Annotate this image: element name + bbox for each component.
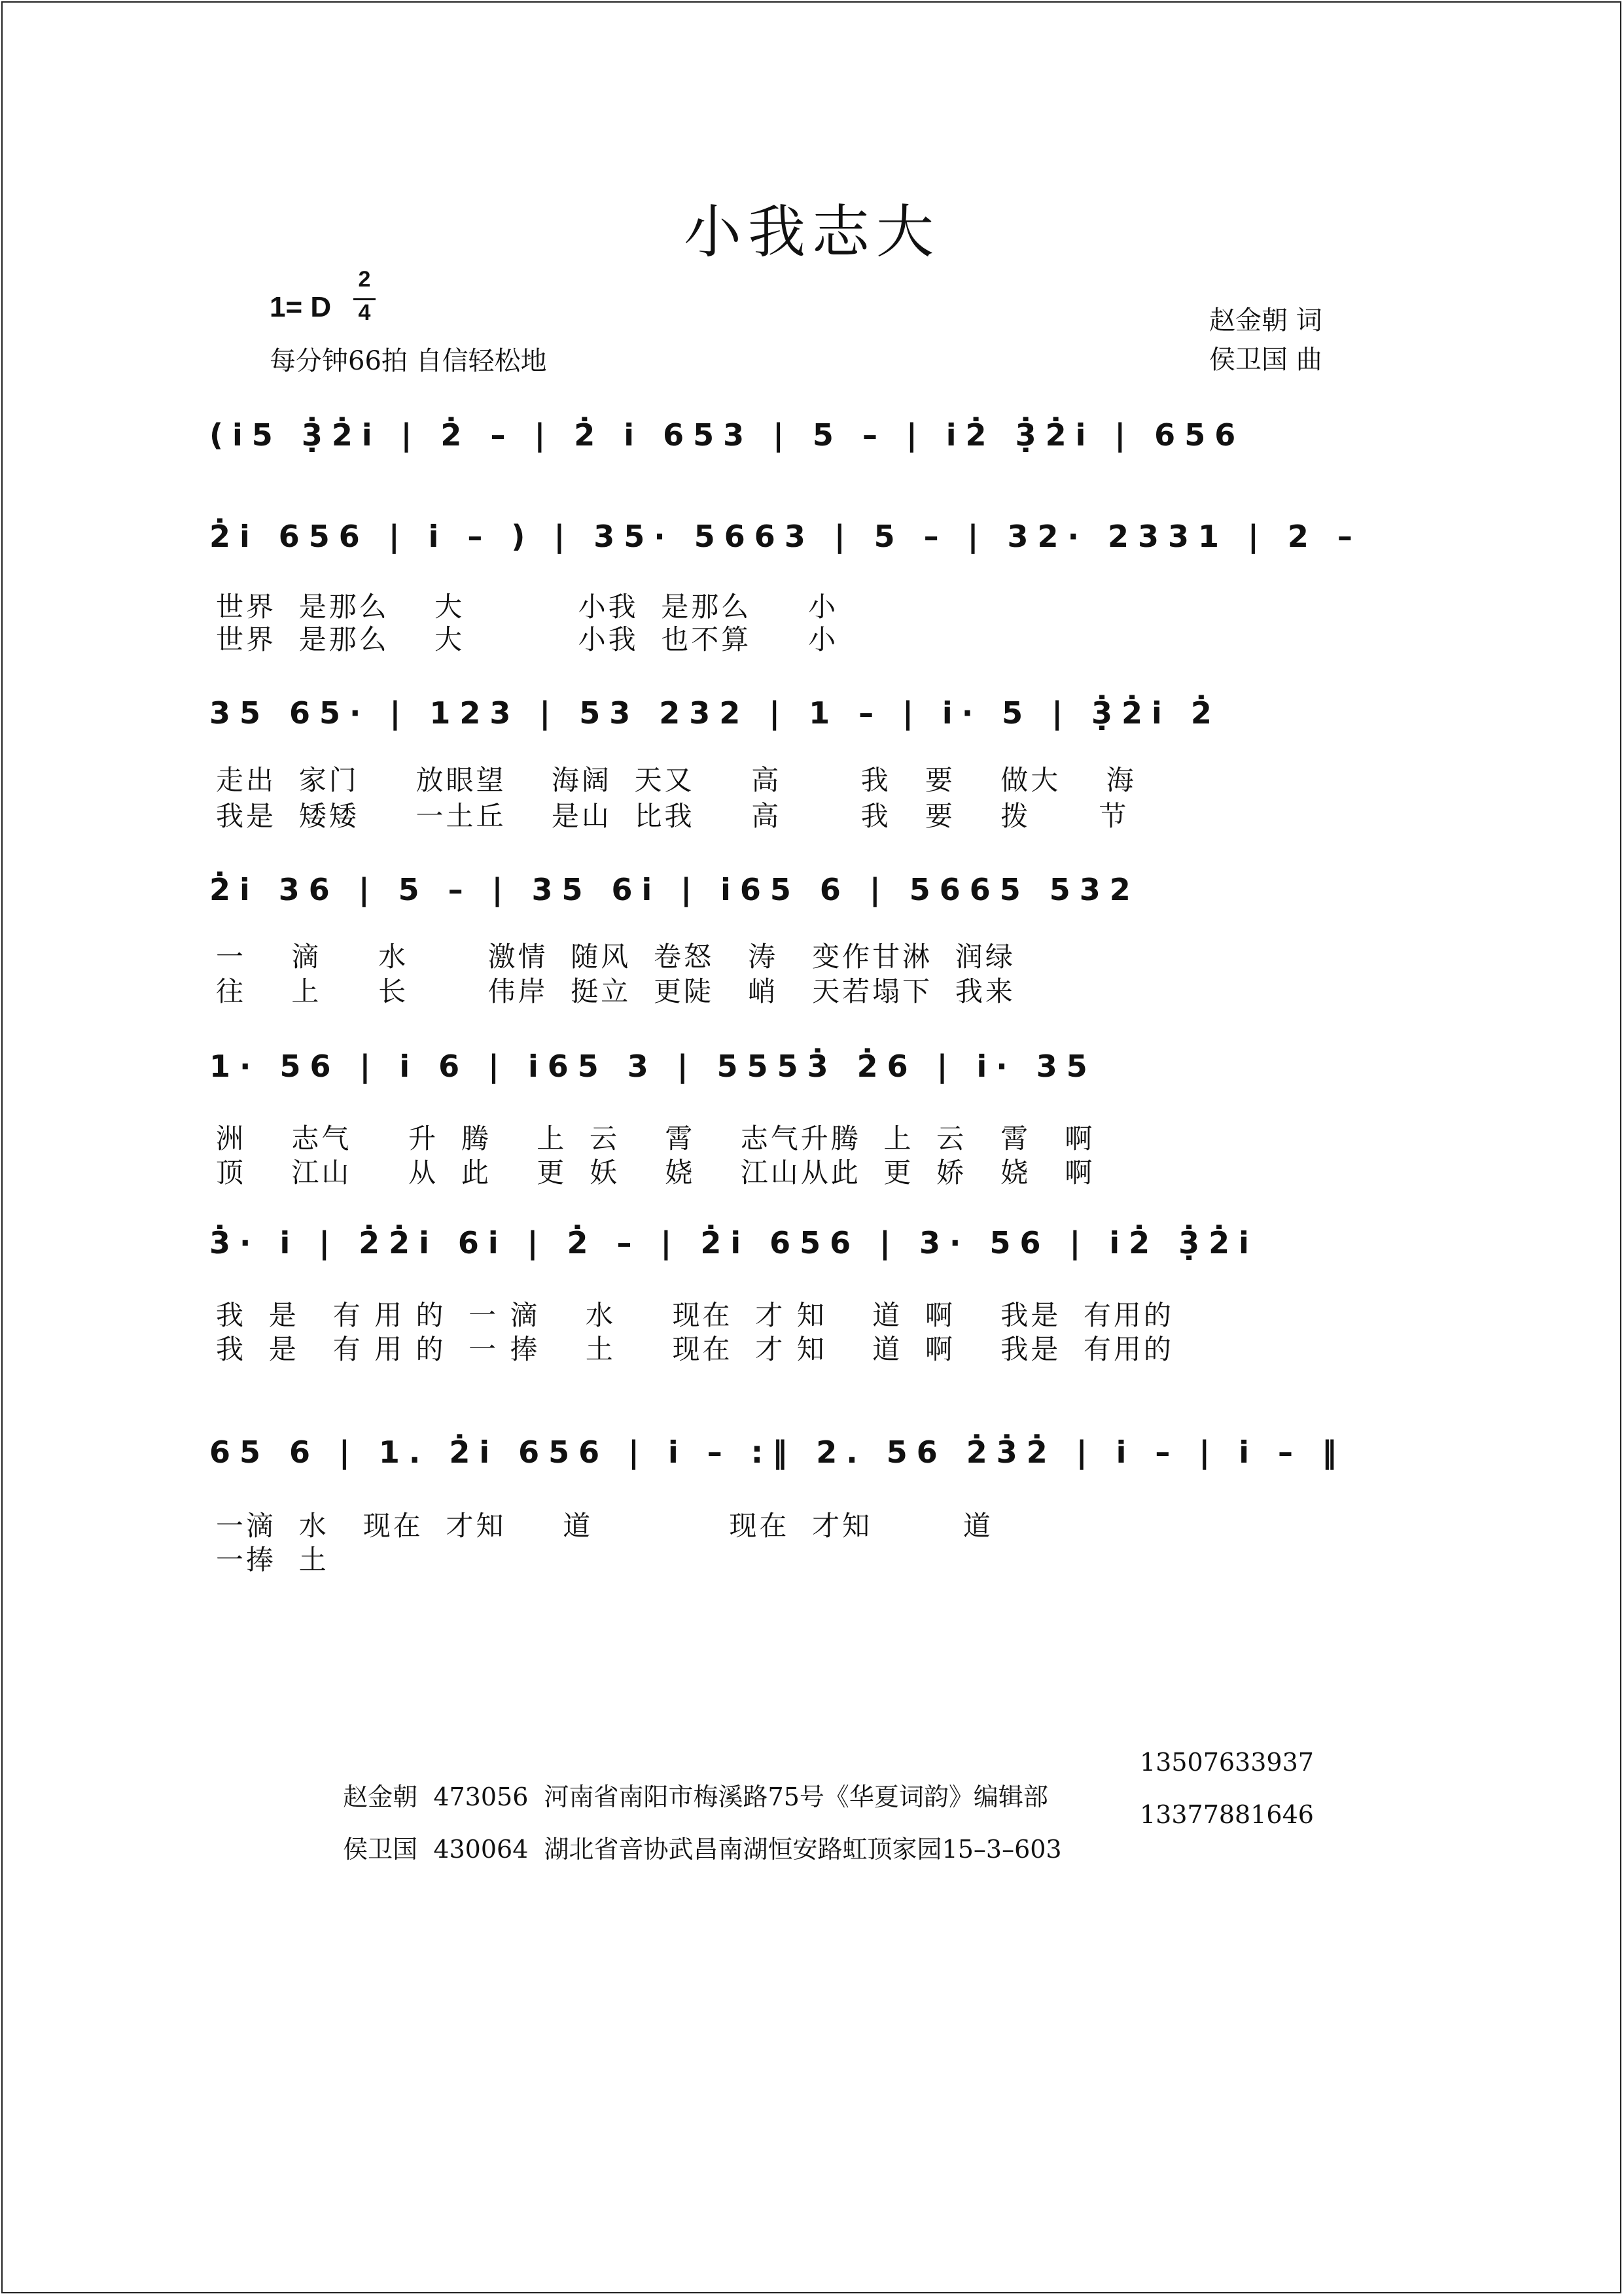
lyrics-verse-2: 世界 是那么 大 小我 也不算 小	[216, 623, 839, 655]
lyrics-verse-1: 我 是 有 用 的 一 滴 水 现在 才 知 道 啊 我是 有用的	[216, 1299, 1174, 1331]
key-signature: 1= D	[270, 291, 332, 323]
lyrics-verse-1: 一滴 水 现在 才知 道 现在 才知 道	[216, 1510, 993, 1542]
notation-system	[209, 1043, 1387, 1096]
contact-phone: 13507633937	[1140, 1748, 1314, 1777]
notation-system	[209, 412, 1387, 464]
lyrics-verse-1: 洲 志气 升 腾 上 云 霄 志气升腾 上 云 霄 啊	[216, 1122, 1095, 1155]
notation-system	[209, 1220, 1387, 1272]
notation-system	[209, 690, 1387, 742]
contact-phone: 13377881646	[1140, 1800, 1314, 1829]
composer-credit: 侯卫国 曲	[1209, 345, 1322, 375]
tempo-marking: 每分钟66拍 自信轻松地	[270, 346, 547, 376]
song-title: 小我志大	[683, 198, 940, 266]
lyrics-verse-2: 顶 江山 从 此 更 妖 娆 江山从此 更 娇 娆 啊	[216, 1157, 1095, 1189]
contact-address: 赵金朝 473056 河南省南阳市梅溪路75号《华夏词韵》编辑部	[343, 1783, 1048, 1811]
time-signature-top: 2	[358, 267, 371, 292]
lyrics-verse-2: 往 上 长 伟岸 挺立 更陡 峭 天若塌下 我来	[216, 975, 1015, 1007]
time-signature-bottom: 4	[358, 300, 371, 325]
lyrics-verse-1: 世界 是那么 大 小我 是那么 小	[216, 591, 839, 623]
contact-address: 侯卫国 430064 湖北省音协武昌南湖恒安路虹顶家园15–3–603	[343, 1835, 1062, 1864]
time-signature	[353, 268, 376, 330]
notation-line: 2̇i̇ 36 | 5 – | 35 6i̇ | i̇65 6 | 5665 532	[209, 872, 1140, 907]
lyricist-credit: 赵金朝 词	[1209, 305, 1322, 336]
notation-system	[209, 1429, 1387, 1482]
lyrics-verse-1: 走出 家门 放眼望 海阔 天又 高 我 要 做大 海	[216, 764, 1137, 796]
notation-line: 2̇i̇ 656 | i̇ – ) | 35· 5663 | 5 – | 32· 2331 | 2 –	[209, 519, 1362, 554]
lyrics-verse-2: 我是 矮矮 一土丘 是山 比我 高 我 要 拨 节	[216, 800, 1129, 832]
notation-line: 65 6 | 1. 2̇i̇ 656 | i̇ – :‖ 2. 56 2̇3̇2̇ | i̇ – | i̇ – ‖	[209, 1435, 1346, 1470]
notation-line: 3̇· i̇ | 2̇2̇i̇ 6i̇ | 2̇ – | 2̇i̇ 656 | 3· 56 | i̇2̇ 3̣̇2̇i̇	[209, 1225, 1258, 1261]
lyrics-verse-1: 一 滴 水 激情 随风 卷怒 涛 变作甘淋 润绿	[216, 941, 1015, 973]
lyrics-verse-2: 我 是 有 用 的 一 捧 土 现在 才 知 道 啊 我是 有用的	[216, 1333, 1174, 1365]
notation-line: (i̇5 3̣̇2̇i̇ | 2̇ – | 2̇ i̇ 653 | 5 – | i̇2̇ 3̣̇2̇i̇ | 656	[209, 417, 1245, 453]
notation-line: 1· 56 | i̇ 6 | i̇65 3 | 5553̇ 2̇6 | i̇· 35	[209, 1049, 1097, 1084]
notation-system	[209, 513, 1387, 566]
contact-line-composer	[327, 1800, 1314, 1865]
notation-system	[209, 867, 1387, 919]
lyrics-verse-2: 一捧 土	[216, 1544, 329, 1576]
notation-line: 35 65· | 123 | 53 232 | 1 – | i̇· 5 | 3̣̇2̇i̇ 2̇	[209, 695, 1221, 731]
